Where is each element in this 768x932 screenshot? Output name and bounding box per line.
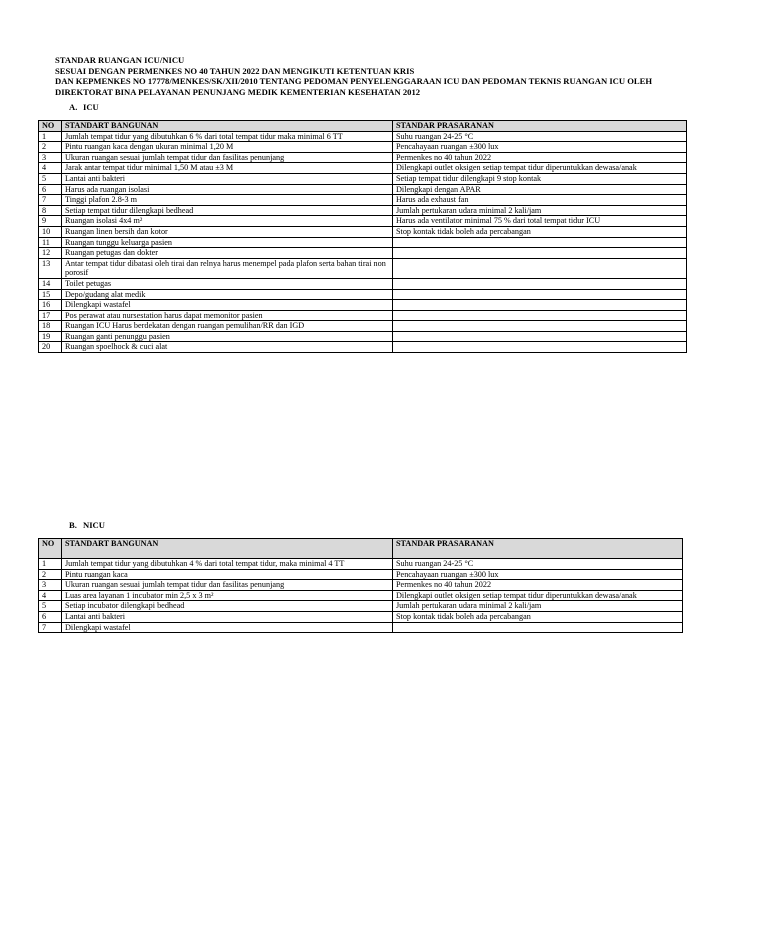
table-header-row [39, 121, 687, 132]
table-row [39, 611, 683, 622]
row-number: 14 [39, 278, 62, 289]
row-number: 17 [39, 310, 62, 321]
standar-bangunan-cell: Dilengkapi wastafel [62, 622, 393, 633]
column-header-prasarana: STANDAR PRASARANAN [393, 539, 683, 559]
standar-prasarana-cell [393, 300, 687, 311]
standar-bangunan-cell: Jumlah tempat tidur yang dibutuhkan 6 % dari total tempat tidur maka minimal 6 TT [62, 131, 393, 142]
standar-bangunan-cell: Jumlah tempat tidur yang dibutuhkan 4 % dari total tempat tidur, maka minimal 4 TT [62, 559, 393, 570]
column-header-no: NO [39, 539, 62, 559]
standar-bangunan-cell: Jarak antar tempat tidur minimal 1,50 M atau ±3 M [62, 163, 393, 174]
table-row [39, 278, 687, 289]
row-number: 3 [39, 152, 62, 163]
column-header-bangunan: STANDART BANGUNAN [62, 539, 393, 559]
standar-prasarana-cell: Jumlah pertukaran udara minimal 2 kali/jam [393, 205, 687, 216]
standar-bangunan-cell: Ukuran ruangan sesuai jumlah tempat tidur dan fasilitas penunjang [62, 152, 393, 163]
table-row [39, 205, 687, 216]
standar-bangunan-cell: Setiap tempat tidur dilengkapi bedhead [62, 205, 393, 216]
section-label: NICU [83, 520, 105, 530]
table-row [39, 226, 687, 237]
icu-standards-table [38, 120, 687, 353]
table-row [39, 237, 687, 248]
standar-prasarana-cell: Harus ada exhaust fan [393, 195, 687, 206]
standar-prasarana-cell [393, 321, 687, 332]
row-number: 12 [39, 248, 62, 259]
table-row [39, 559, 683, 570]
row-number: 15 [39, 289, 62, 300]
standar-prasarana-cell: Harus ada ventilator minimal 75 % dari total tempat tidur ICU [393, 216, 687, 227]
standar-prasarana-cell [393, 331, 687, 342]
row-number: 5 [39, 601, 62, 612]
row-number: 16 [39, 300, 62, 311]
table-row [39, 580, 683, 591]
standar-prasarana-cell [393, 622, 683, 633]
standar-bangunan-cell: Ruangan ganti penunggu pasien [62, 331, 393, 342]
standar-prasarana-cell: Suhu ruangan 24-25 °C [393, 559, 683, 570]
row-number: 18 [39, 321, 62, 332]
standar-prasarana-cell: Dilengkapi outlet oksigen setiap tempat tidur diperuntukkan dewasa/anak [393, 163, 687, 174]
section-title-icu [69, 102, 99, 112]
header-line-kepmenkes: DAN KEPMENKES NO 17778/MENKES/SK/XII/2010 TENTANG PEDOMAN PENYELENGGARAAN ICU DAN PEDOMAN TEKNIS RUANGAN ICU OLEH [55, 76, 653, 87]
standar-prasarana-cell [393, 342, 687, 353]
nicu-standards-table [38, 538, 683, 633]
table-row [39, 131, 687, 142]
row-number: 4 [39, 590, 62, 601]
standar-prasarana-cell [393, 310, 687, 321]
standar-bangunan-cell: Luas area layanan 1 incubator min 2,5 x 3 m² [62, 590, 393, 601]
standar-prasarana-cell: Pencahayaan ruangan ±300 lux [393, 569, 683, 580]
row-number: 1 [39, 131, 62, 142]
row-number: 3 [39, 580, 62, 591]
row-number: 10 [39, 226, 62, 237]
table-row [39, 342, 687, 353]
row-number: 13 [39, 258, 62, 278]
table-row [39, 321, 687, 332]
table-row [39, 331, 687, 342]
section-label: ICU [83, 102, 99, 112]
standar-bangunan-cell: Dilengkapi wastafel [62, 300, 393, 311]
row-number: 6 [39, 184, 62, 195]
standar-bangunan-cell: Ruangan isolasi 4x4 m² [62, 216, 393, 227]
standar-prasarana-cell: Dilengkapi outlet oksigen setiap tempat tidur diperuntukkan dewasa/anak [393, 590, 683, 601]
column-header-prasarana: STANDAR PRASARANAN [393, 121, 687, 132]
section-letter: A. [69, 102, 78, 112]
table-row [39, 601, 683, 612]
standar-prasarana-cell: Stop kontak tidak boleh ada percabangan [393, 226, 687, 237]
standar-prasarana-cell [393, 258, 687, 278]
column-header-bangunan: STANDART BANGUNAN [62, 121, 393, 132]
table-row [39, 142, 687, 153]
row-number: 6 [39, 611, 62, 622]
standar-prasarana-cell: Pencahayaan ruangan ±300 lux [393, 142, 687, 153]
standar-bangunan-cell: Ruangan ICU Harus berdekatan dengan ruangan pemulihan/RR dan IGD [62, 321, 393, 332]
standar-prasarana-cell: Permenkes no 40 tahun 2022 [393, 580, 683, 591]
table-row [39, 569, 683, 580]
document-header [55, 55, 735, 97]
standar-bangunan-cell: Pintu ruangan kaca dengan ukuran minimal 1,20 M [62, 142, 393, 153]
standar-bangunan-cell: Ruangan spoelhock & cuci alat [62, 342, 393, 353]
column-header-no: NO [39, 121, 62, 132]
section-letter: B. [69, 520, 77, 530]
standar-bangunan-cell: Ukuran ruangan sesuai jumlah tempat tidur dan fasilitas penunjang [62, 580, 393, 591]
header-line-direktorat: DIREKTORAT BINA PELAYANAN PENUNJANG MEDIK KEMENTERIAN KESEHATAN 2012 [55, 86, 421, 97]
table-row [39, 590, 683, 601]
table-row [39, 184, 687, 195]
row-number: 11 [39, 237, 62, 248]
standar-prasarana-cell: Suhu ruangan 24-25 °C [393, 131, 687, 142]
row-number: 7 [39, 622, 62, 633]
header-title: STANDAR RUANGAN ICU/NICU [55, 55, 185, 65]
standar-bangunan-cell: Depo/gudang alat medik [62, 289, 393, 300]
table-row [39, 310, 687, 321]
row-number: 2 [39, 569, 62, 580]
standar-prasarana-cell [393, 237, 687, 248]
standar-bangunan-cell: Tinggi plafon 2.8-3 m [62, 195, 393, 206]
table-row [39, 289, 687, 300]
section-title-nicu [69, 520, 105, 530]
table-row [39, 195, 687, 206]
header-line-permenkes: SESUAI DENGAN PERMENKES NO 40 TAHUN 2022 DAN MENGIKUTI KETENTUAN KRIS [55, 65, 415, 76]
standar-bangunan-cell: Harus ada ruangan isolasi [62, 184, 393, 195]
row-number: 4 [39, 163, 62, 174]
standar-bangunan-cell: Toilet petugas [62, 278, 393, 289]
standar-bangunan-cell: Pos perawat atau nursestation harus dapat memonitor pasien [62, 310, 393, 321]
row-number: 7 [39, 195, 62, 206]
standar-bangunan-cell: Lantai anti bakteri [62, 173, 393, 184]
standar-prasarana-cell [393, 289, 687, 300]
table-row [39, 173, 687, 184]
standar-prasarana-cell: Jumlah pertukaran udara minimal 2 kali/jam [393, 601, 683, 612]
standar-bangunan-cell: Ruangan linen bersih dan kotor [62, 226, 393, 237]
table-row [39, 216, 687, 227]
table-row [39, 258, 687, 278]
standar-prasarana-cell: Permenkes no 40 tahun 2022 [393, 152, 687, 163]
table-row [39, 163, 687, 174]
standar-bangunan-cell: Ruangan tunggu keluarga pasien [62, 237, 393, 248]
row-number: 8 [39, 205, 62, 216]
row-number: 1 [39, 559, 62, 570]
table-row [39, 152, 687, 163]
standar-bangunan-cell: Pintu ruangan kaca [62, 569, 393, 580]
standar-bangunan-cell: Ruangan petugas dan dokter [62, 248, 393, 259]
row-number: 9 [39, 216, 62, 227]
row-number: 19 [39, 331, 62, 342]
standar-bangunan-cell: Lantai anti bakteri [62, 611, 393, 622]
table-row [39, 300, 687, 311]
standar-prasarana-cell [393, 278, 687, 289]
standar-prasarana-cell: Setiap tempat tidur dilengkapi 9 stop kontak [393, 173, 687, 184]
table-header-row [39, 539, 683, 559]
row-number: 2 [39, 142, 62, 153]
standar-prasarana-cell [393, 248, 687, 259]
standar-bangunan-cell: Antar tempat tidur dibatasi oleh tirai dan relnya harus menempel pada plafon serta bahan tirai non porosif [62, 258, 393, 278]
table-row [39, 248, 687, 259]
standar-prasarana-cell: Dilengkapi dengan APAR [393, 184, 687, 195]
standar-bangunan-cell: Setiap incubator dilengkapi bedhead [62, 601, 393, 612]
row-number: 5 [39, 173, 62, 184]
row-number: 20 [39, 342, 62, 353]
table-row [39, 622, 683, 633]
standar-prasarana-cell: Stop kontak tidak boleh ada percabangan [393, 611, 683, 622]
